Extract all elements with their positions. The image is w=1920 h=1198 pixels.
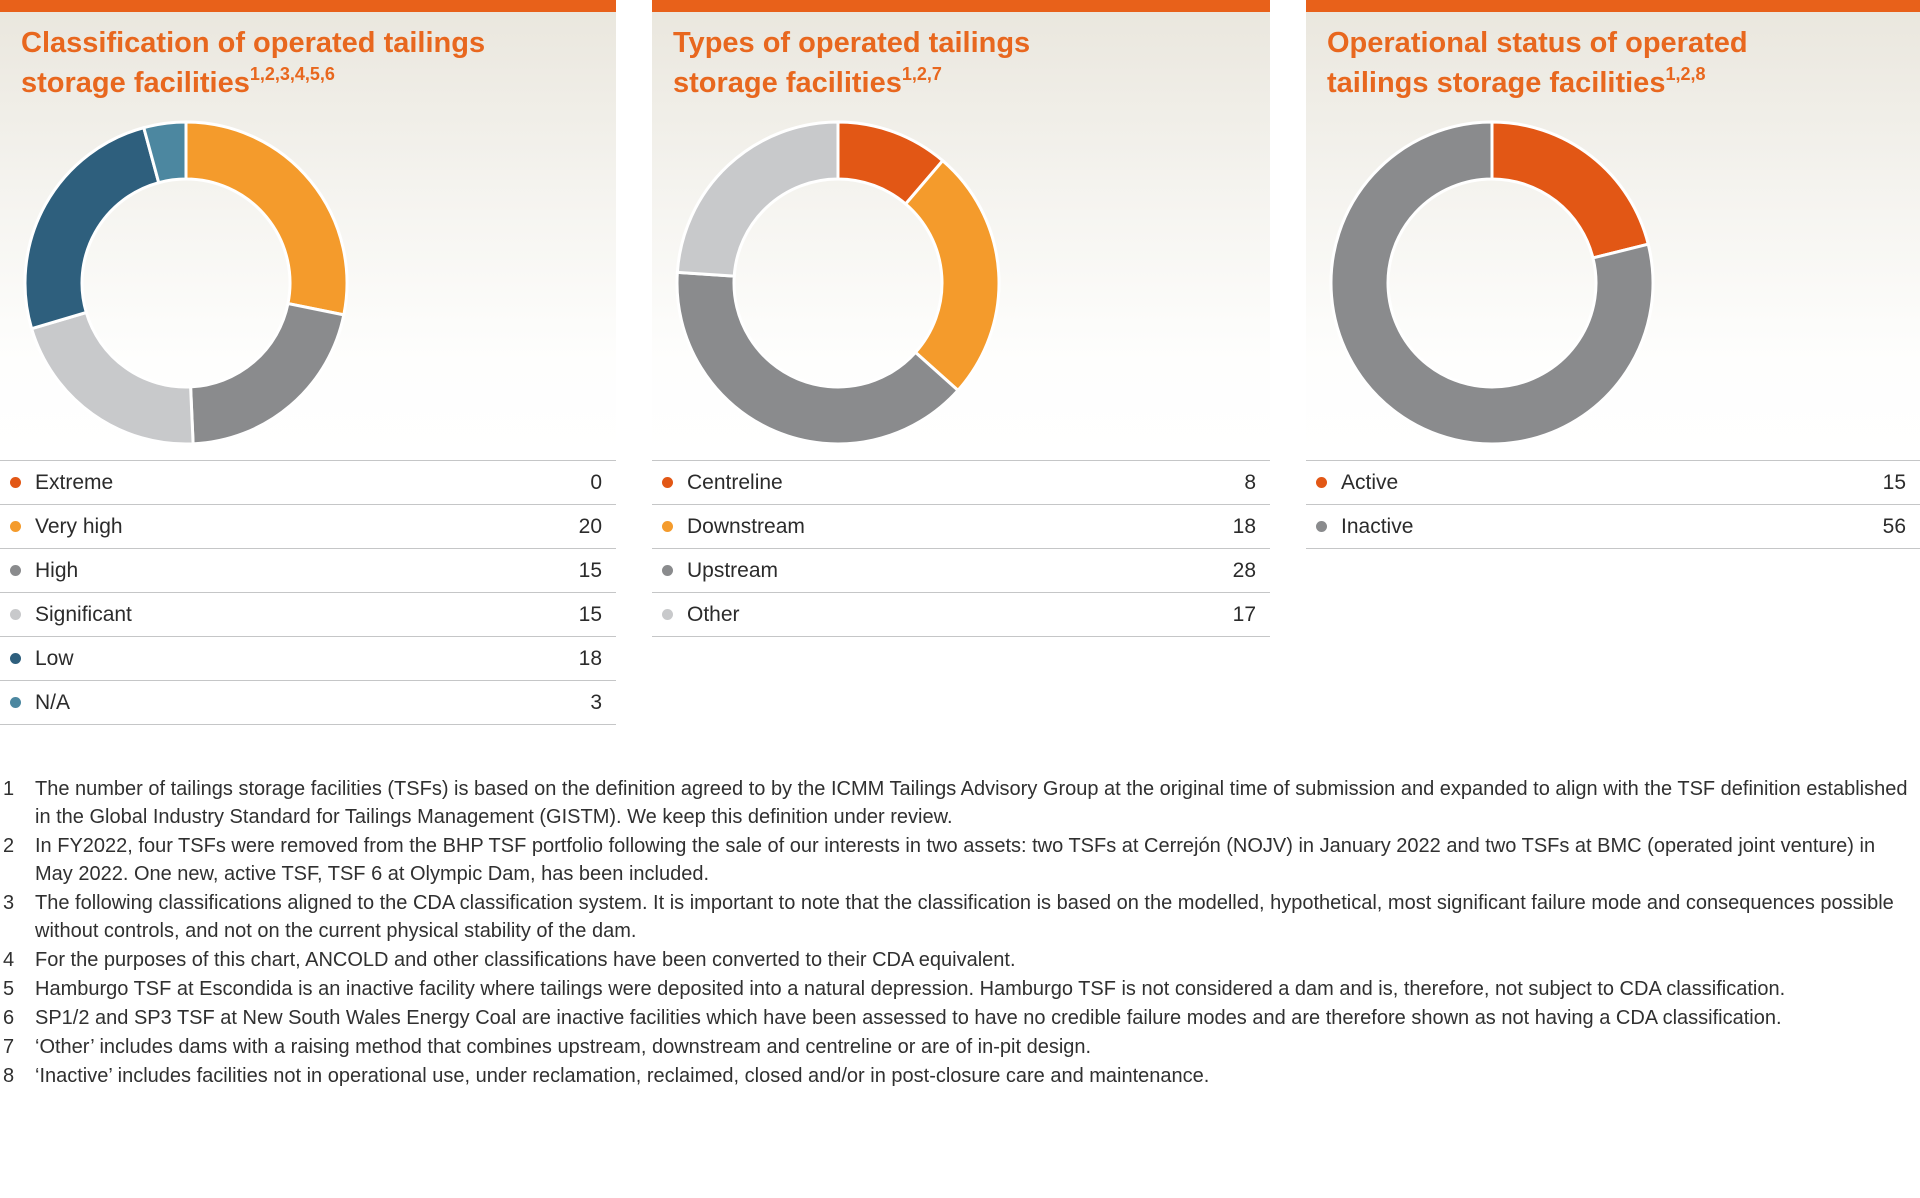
donut-chart: [673, 118, 1003, 448]
footnote-item: [0, 889, 1920, 945]
chart-title-line1: Classification of operated tailings: [21, 27, 486, 59]
donut-segment: [32, 313, 194, 444]
chart-title-footnote-refs: 1,2,3,4,5,6: [249, 64, 335, 84]
chart-title: [652, 12, 1270, 99]
footnote-text: SP1/2 and SP3 TSF at New South Wales Energy Coal are inactive facilities which have been assessed to have no credible failure modes and are therefore shown as not having a CDA classification.: [35, 1007, 1782, 1029]
legend-row: [652, 461, 1270, 505]
legend-label: Centreline: [687, 470, 783, 494]
footnote-number: 2: [3, 835, 15, 857]
legend-value: 8: [1244, 470, 1256, 494]
legend-label: Inactive: [1341, 514, 1414, 538]
footnote-item: [0, 1062, 1920, 1090]
footnote-text: The following classifications aligned to the CDA classification system. It is important to note that the classification is based on the modelled, hypothetical, most significant failure mode and consequences possible without controls, and not on the current physical stability of the dam.: [35, 892, 1894, 942]
legend-row: [0, 549, 616, 593]
footnote-number: 4: [3, 949, 15, 971]
chart-legend: [652, 460, 1270, 637]
legend-bullet-icon: [662, 565, 673, 576]
legend-value: 15: [578, 558, 602, 582]
legend-row: [652, 505, 1270, 549]
legend-row: [1306, 461, 1920, 505]
chart-panel: [652, 0, 1270, 725]
chart-title: [0, 12, 616, 99]
donut-segment: [677, 272, 958, 444]
legend-row: [0, 505, 616, 549]
chart-legend: [0, 460, 616, 725]
donut-chart: [21, 118, 351, 448]
donut-segment: [1492, 122, 1648, 258]
chart-title-footnote-refs: 1,2,7: [901, 64, 942, 84]
chart-title-line1: Types of operated tailings: [673, 27, 1031, 59]
legend-label: Downstream: [687, 514, 805, 538]
legend-row: [0, 461, 616, 505]
chart-panel: [0, 0, 616, 725]
footnotes-section: [0, 775, 1920, 1090]
legend-value: 56: [1882, 514, 1906, 538]
footnote-item: [0, 1004, 1920, 1032]
legend-value: 20: [578, 514, 602, 538]
legend-value: 15: [578, 602, 602, 626]
legend-label: Active: [1341, 470, 1399, 494]
chart-title-line2: storage facilities: [673, 67, 902, 99]
legend-label: Very high: [35, 514, 123, 538]
chart-legend: [1306, 460, 1920, 549]
legend-bullet-icon: [10, 521, 21, 532]
donut-segment: [191, 304, 344, 444]
footnote-item: [0, 1033, 1920, 1061]
legend-bullet-icon: [10, 653, 21, 664]
legend-row: [0, 593, 616, 637]
panel-accent-bar: [1306, 0, 1920, 12]
legend-value: 15: [1882, 470, 1906, 494]
footnote-text: ‘Other’ includes dams with a raising method that combines upstream, downstream and centreline or are of in-pit design.: [35, 1036, 1092, 1058]
footnote-text: ‘Inactive’ includes facilities not in operational use, under reclamation, reclaimed, closed and/or in post-closure care and maintenance.: [35, 1065, 1210, 1087]
chart-title-line2: storage facilities: [21, 67, 250, 99]
footnote-item: [0, 775, 1920, 831]
legend-value: 18: [578, 646, 602, 670]
legend-bullet-icon: [1316, 521, 1327, 532]
legend-value: 3: [590, 690, 602, 714]
chart-area: [652, 12, 1270, 460]
legend-value: 28: [1232, 558, 1256, 582]
footnote-number: 1: [3, 778, 15, 800]
donut-chart: [1327, 118, 1657, 448]
legend-row: [1306, 505, 1920, 549]
chart-title-line1: Operational status of operated: [1327, 27, 1748, 59]
panel-accent-bar: [652, 0, 1270, 12]
legend-label: High: [35, 558, 79, 582]
legend-label: Other: [687, 602, 740, 626]
chart-title-line2: tailings storage facilities: [1327, 67, 1666, 99]
legend-value: 0: [590, 470, 602, 494]
legend-row: [652, 549, 1270, 593]
donut-segment: [677, 122, 838, 276]
legend-row: [0, 681, 616, 725]
legend-bullet-icon: [10, 609, 21, 620]
legend-label: Low: [35, 646, 74, 670]
donut-segment: [186, 122, 347, 315]
footnote-item: [0, 975, 1920, 1003]
footnote-text: In FY2022, four TSFs were removed from the BHP TSF portfolio following the sale of our interests in two assets: two TSFs at Cerrejón (NOJV) in January 2022 and two TSFs at BMC (operated joint venture) in May 2022. One new, active TSF, TSF 6 at Olympic Dam, has been included.: [35, 835, 1876, 885]
footnote-item: [0, 946, 1920, 974]
footnote-item: [0, 832, 1920, 888]
legend-label: Significant: [35, 602, 132, 626]
footnote-number: 8: [3, 1065, 15, 1087]
legend-label: Extreme: [35, 470, 114, 494]
legend-bullet-icon: [10, 477, 21, 488]
legend-value: 17: [1232, 602, 1256, 626]
legend-row: [652, 593, 1270, 637]
footnote-text: For the purposes of this chart, ANCOLD and other classifications have been converted to their CDA equivalent.: [35, 949, 1016, 971]
donut-segment: [25, 128, 159, 329]
chart-title-footnote-refs: 1,2,8: [1665, 64, 1706, 84]
footnote-number: 3: [3, 892, 15, 914]
footnote-text: The number of tailings storage facilities (TSFs) is based on the definition agreed to by the ICMM Tailings Advisory Group at the original time of submission and expanded to align with the TSF definition established in the Global Industry Standard for Tailings Management (GISTM). We keep this definition under review.: [35, 778, 1908, 828]
chart-area: [1306, 12, 1920, 460]
footnote-number: 7: [3, 1036, 15, 1058]
legend-label: N/A: [35, 690, 71, 714]
chart-panel: [1306, 0, 1920, 725]
chart-area: [0, 12, 616, 460]
legend-value: 18: [1232, 514, 1256, 538]
legend-bullet-icon: [662, 477, 673, 488]
legend-bullet-icon: [10, 565, 21, 576]
legend-bullet-icon: [1316, 477, 1327, 488]
legend-label: Upstream: [687, 558, 779, 582]
legend-bullet-icon: [10, 697, 21, 708]
legend-bullet-icon: [662, 609, 673, 620]
footnote-number: 6: [3, 1007, 15, 1029]
footnote-text: Hamburgo TSF at Escondida is an inactive facility where tailings were deposited into a natural depression. Hamburgo TSF is not considered a dam and is, therefore, not subject to CDA classification.: [35, 978, 1786, 1000]
legend-row: [0, 637, 616, 681]
chart-title: [1306, 12, 1920, 99]
legend-bullet-icon: [662, 521, 673, 532]
panel-accent-bar: [0, 0, 616, 12]
footnote-number: 5: [3, 978, 15, 1000]
